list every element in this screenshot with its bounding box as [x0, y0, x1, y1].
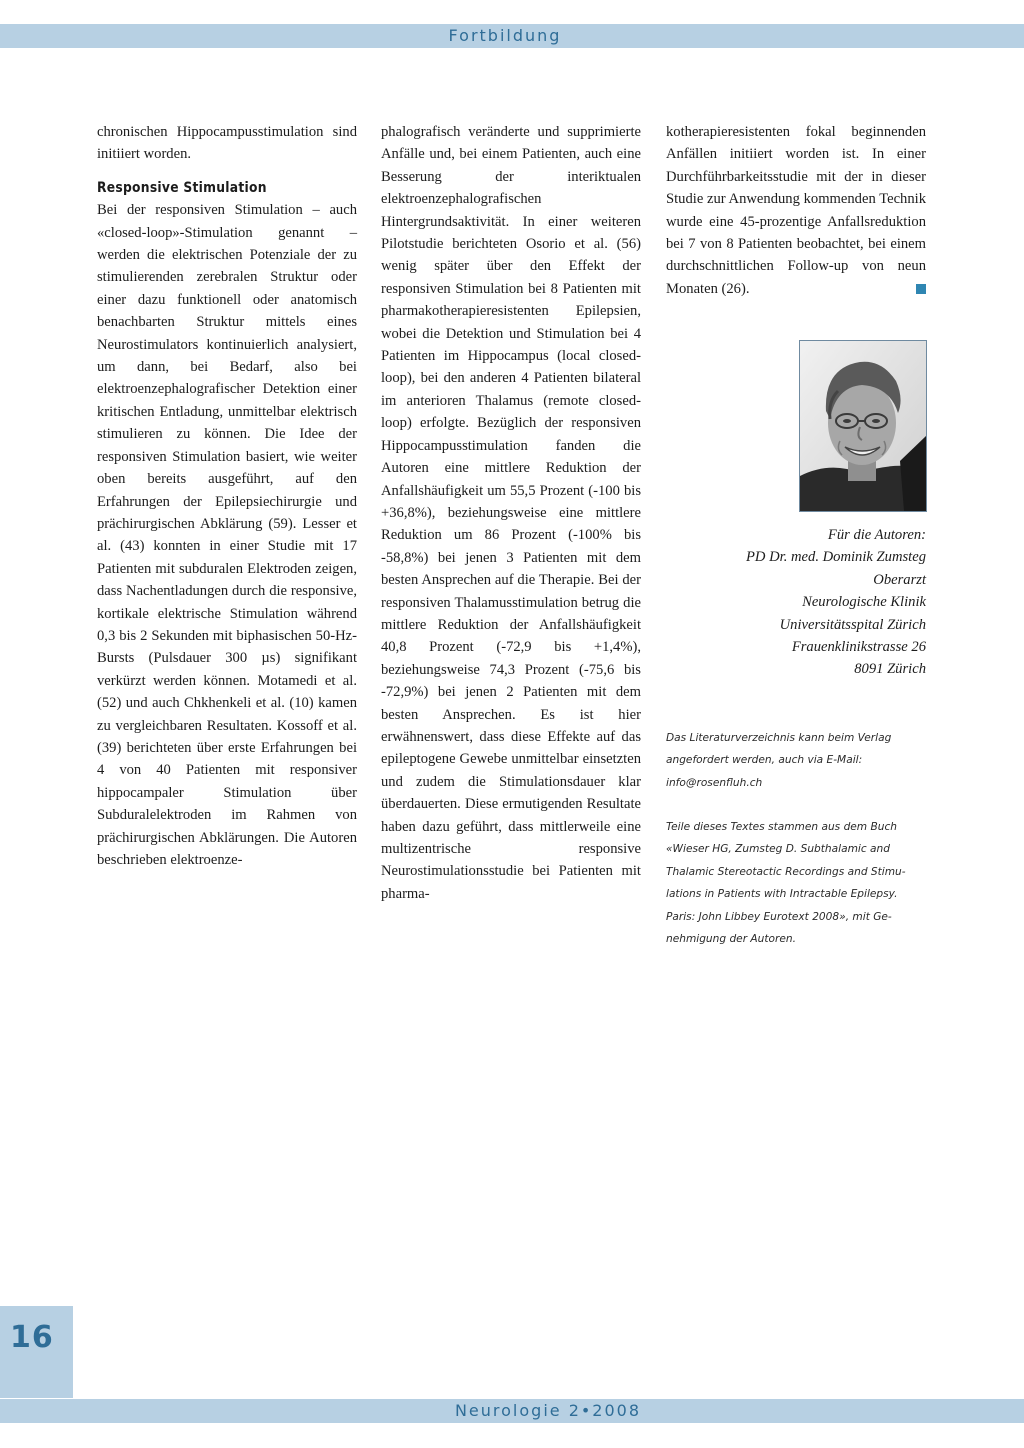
note-line: Paris: John Libbey Eurotext 2008», mit Ge-: [666, 910, 892, 923]
note-line: Das Literaturverzeichnis kann beim Verlag: [666, 732, 892, 744]
note-line: «Wieser HG, Zumsteg D. Subthalamic and: [666, 843, 890, 856]
author-role: Oberarzt: [873, 571, 926, 588]
note-line: Thalamic Stereotactic Recordings and Stimu-: [666, 865, 906, 878]
paragraph-body: Bei der responsiven Stimulation – auch «closed-loop»-Stimulation genannt – werden die elektrischen Potenziale der zu stimulierenden zerebralen Struktur oder einer dazu funktionell oder anatomisch benachbarten Struktur mittels eines Neurostimulators kontinuierlich analysiert, um dann, bei Bedarf, also bei elektroenzephalografischer Detektion einer kritischen Entladung, unmittelbar elektrisch stimulieren zu können. Die Idee der responsiven Stimulation basiert, wie weiter oben bereits ausgeführt, auf den Erfahrungen der Epilepsiechirurgie und prächirurgischen Abklärung (59). Lesser et al. (43) konnten in einer Studie mit 17 Patienten mit subduralen Elektroden zeigen, dass Nachentladungen durch die responsive, kortikale elektrische Stimulation während 0,3 bis 2 Sekunden mit biphasischen 50-Hz-Bursts (Pulsdauer 300 µs) signifikant verkürzt werden können. Motamedi et al. (52) und auch Chkhenkeli et al. (10) kamen zu vergleichbaren Resultaten. Kossoff et al. (39) berichteten über erste Erfahrungen bei 4 von 40 Patienten mit responsiver hippocampaler Stimulation über Subduralelektroden im Rahmen von prächirurgischen Abklärungen. Die Autoren beschrieben elektroenze-: [97, 202, 357, 868]
author-intro: Für die Autoren:: [827, 527, 926, 543]
author-street: Frauenklinikstrasse 26: [791, 639, 926, 656]
paragraph-body: phalografisch veränderte und supprimierte Anfälle und, bei einem Patienten, auch eine Besserung der interiktualen elektroenzephalografischen Hintergrundsaktivität. In einer weiteren Pilotstudie berichteten Osorio et al. (56) wenig später über den Effekt der responsiven Stimulation bei 8 Patienten mit pharmakotherapieresistenten Epilepsien, wobei die Detektion und Stimulation bei 4 Patienten im Hippocampus (local closed-loop), bei den anderen 4 Patienten bilateral im anterioren Thalamus (remote closed-loop) erfolgte. Bezüglich der responsiven Hippocampusstimulation fanden die Autoren eine mittlere Reduktion der Anfallshäufigkeit um 55,5 Prozent (-100 bis +36,8%), beziehungsweise eine mittlere Reduktion um 86 Prozent (-100% bis -58,8%) bei jenen 3 Patienten mit dem besten Ansprechen auf die Therapie. Bei der responsiven Thalamusstimulation betrug die mittlere Reduktion der Anfallshäufigkeit 40,8 Prozent (-72,9 bis +1,4%), beziehungsweise 74,3 Prozent (-75,6 bis -72,9%) bei jenen 2 Patienten mit dem besten Ansprechen. Es ist hier erwähnenswert, dass diese Effekte auf das epileptogene Gewebe unmittelbar einsetzten und zudem die Stimulationsdauer klar überdauerten. Diese ermutigenden Resultate haben dazu geführt, dass mittlerweile eine multizentrische responsive Neurostimulationsstudie bei Patienten mit pharma-: [381, 124, 641, 902]
paragraph-text: kotherapieresistenten fokal beginnenden Anfällen initiiert worden ist. In einer Durchführbarkeitsstudie mit der in dieser Studie zur Anwendung kommenden Technik wurde eine 45-prozentige Anfallsreduktion bei 7 von 8 Patienten beobachtet, bei einem durchschnittlichen Follow-up von neun Monaten (26).: [666, 124, 926, 297]
note-line: Teile dieses Textes stammen aus dem Buch: [666, 821, 898, 833]
literature-note: [666, 727, 931, 794]
page-number: 16: [10, 1320, 54, 1355]
paragraph-body: [666, 121, 926, 300]
text-column-3: [666, 121, 926, 300]
note-email: info@rosenfluh.ch: [666, 776, 763, 789]
author-department: Neurologische Klinik: [802, 594, 926, 611]
header-bar: [0, 24, 1024, 48]
subheading-responsive-stimulation: Responsive Stimulation: [97, 179, 267, 196]
author-city: 8091 Zürich: [854, 661, 926, 678]
note-line: angefordert werden, auch via E-Mail:: [666, 754, 863, 767]
article-end-marker: [916, 284, 926, 294]
text-column-2: [381, 121, 641, 905]
section-title: Fortbildung: [448, 26, 562, 45]
author-portrait-illustration: [800, 341, 926, 511]
journal-issue: Neurologie 2•2008: [454, 1401, 642, 1420]
text-column-1: [97, 121, 357, 871]
note-line: nehmigung der Autoren.: [666, 933, 796, 946]
source-note: [666, 816, 931, 950]
author-contact-block: [666, 524, 926, 681]
author-name: PD Dr. med. Dominik Zumsteg: [746, 549, 926, 566]
page-number-box: [0, 1306, 73, 1398]
author-photo: [799, 340, 927, 512]
note-line: lations in Patients with Intractable Epilepsy.: [666, 888, 898, 901]
footer-bar: [0, 1399, 1024, 1423]
author-hospital: Universitätsspital Zürich: [779, 616, 926, 633]
paragraph-intro: chronischen Hippocampusstimulation sind initiiert worden.: [97, 124, 357, 163]
